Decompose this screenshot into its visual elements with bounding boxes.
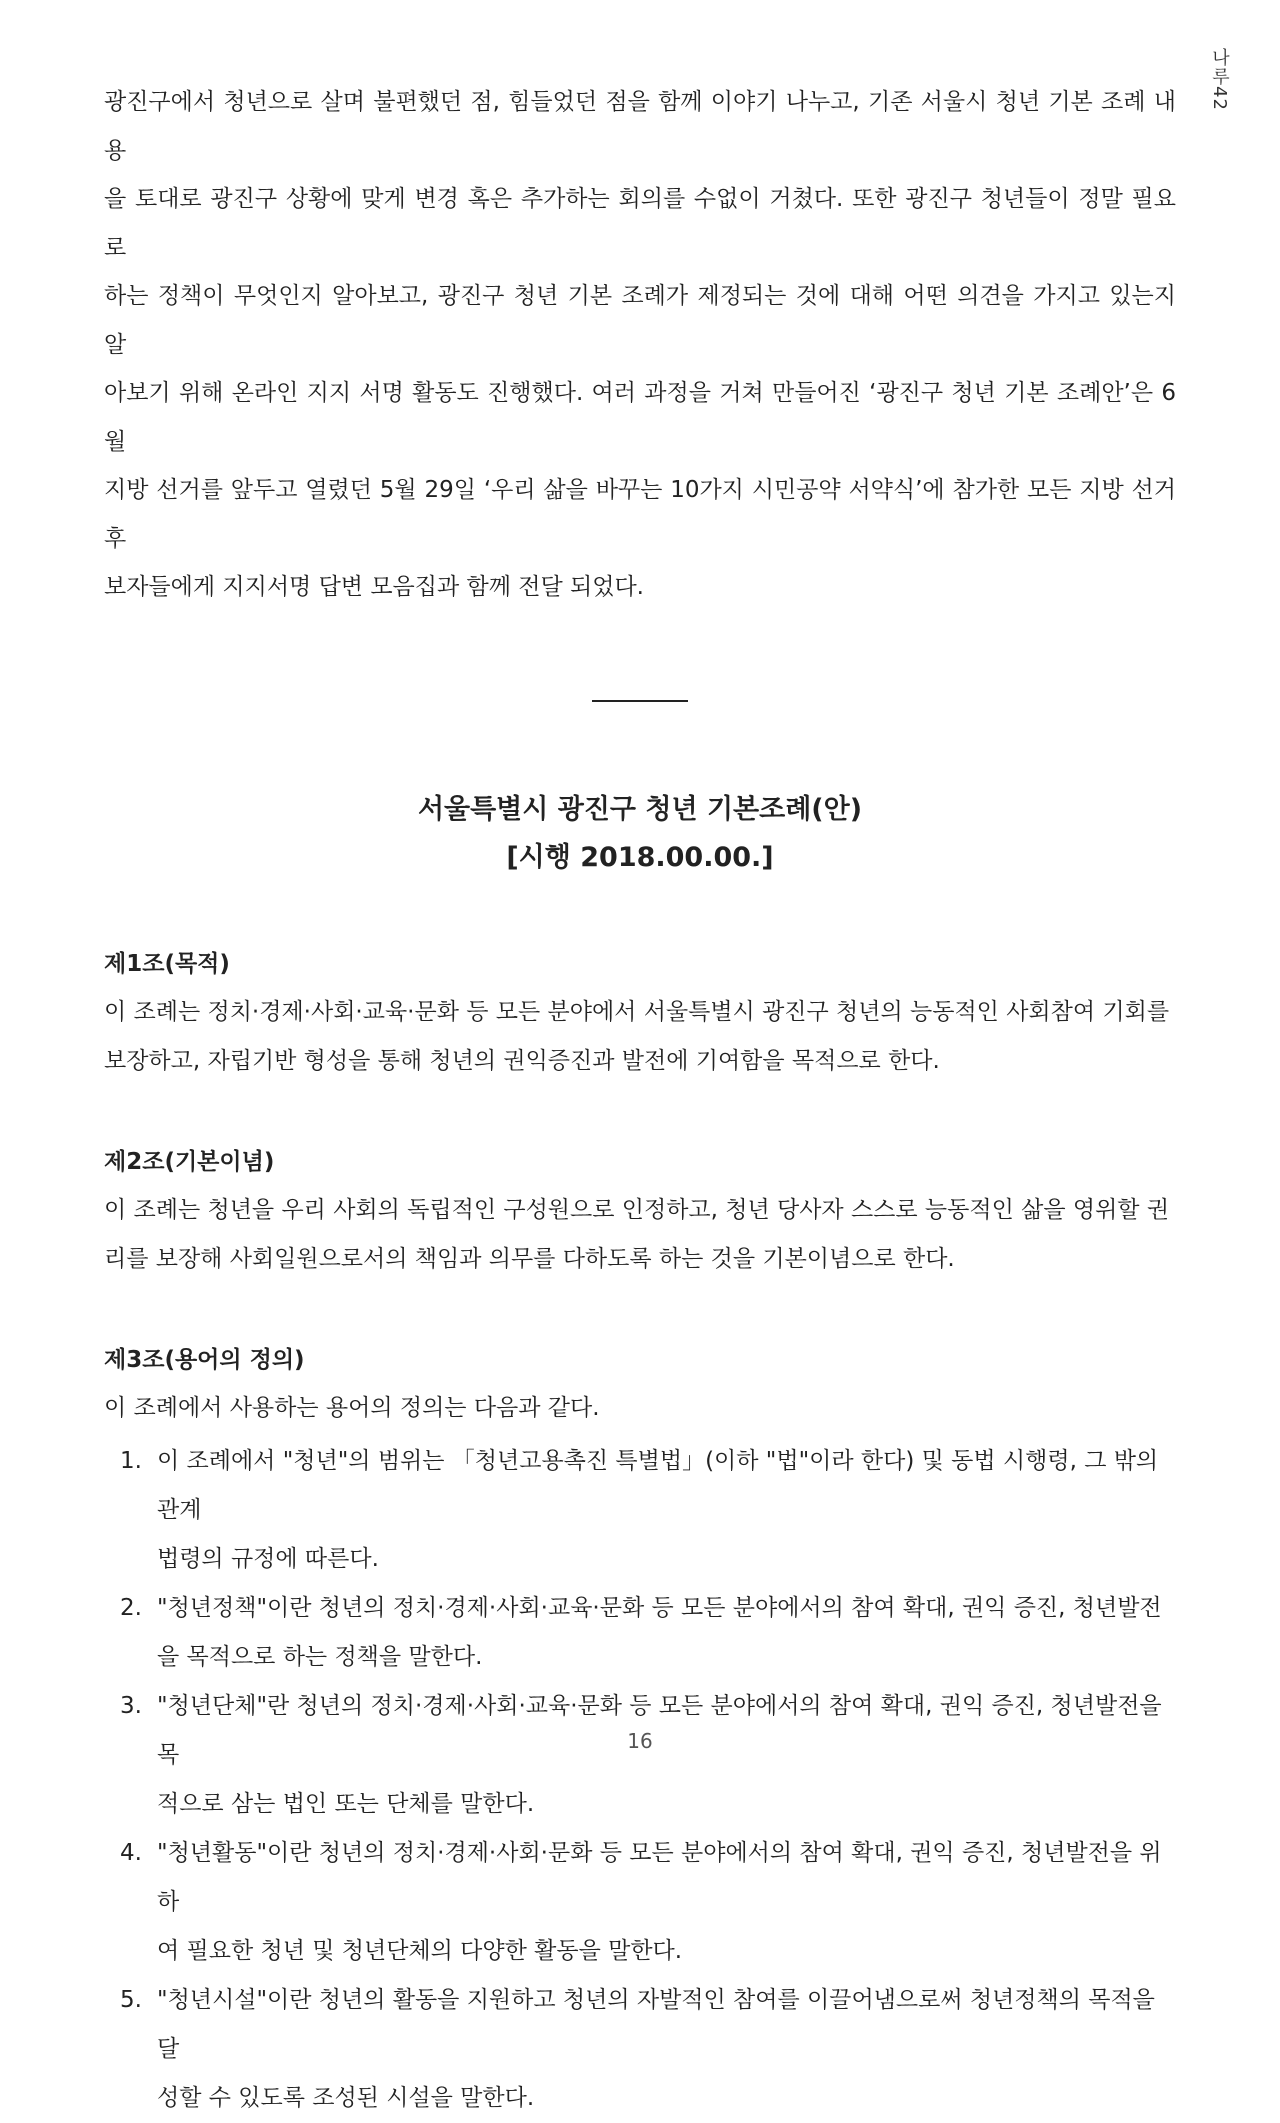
intro-line: 지방 선거를 앞두고 열렸던 5월 29일 ‘우리 삶을 바꾸는 10가지 시민공약 서약식’에 참가한 모든 지방 선거 후 bbox=[104, 477, 1176, 552]
document-title-block bbox=[104, 786, 1176, 882]
item-line: 법령의 규정에 따른다. bbox=[157, 1545, 379, 1572]
document-title: 서울특별시 광진구 청년 기본조례(안) bbox=[417, 793, 863, 825]
intro-line: 하는 정책이 무엇인지 알아보고, 광진구 청년 기본 조례가 제정되는 것에 대해 어떤 의견을 가지고 있는지 알 bbox=[104, 283, 1176, 358]
article-heading: 제2조(기본이념) bbox=[104, 1148, 275, 1175]
item-line: "청년활동"이란 청년의 정치·경제·사회·문화 등 모든 분야에서의 참여 확대, 권익 증진, 청년발전을 위하 bbox=[157, 1839, 1162, 1915]
article-line: 이 조례는 정치·경제·사회·교육·문화 등 모든 분야에서 서울특별시 광진구 청년의 능동적인 사회참여 기회를 bbox=[104, 998, 1170, 1025]
list-item bbox=[120, 1682, 1176, 1829]
section-divider bbox=[592, 700, 688, 702]
item-line: "청년시설"이란 청년의 활동을 지원하고 청년의 자발적인 참여를 이끌어냄으로써 청년정책의 목적을 달 bbox=[157, 1986, 1155, 2062]
effective-date: [시행 2018.00.00.] bbox=[506, 841, 774, 873]
item-number: 4. bbox=[120, 1839, 142, 1866]
item-number: 5. bbox=[120, 1986, 142, 2013]
article-heading: 제3조(용어의 정의) bbox=[104, 1346, 305, 1373]
intro-line: 보자들에게 지지서명 답변 모음집과 함께 전달 되었다. bbox=[104, 574, 644, 600]
list-item bbox=[120, 1437, 1176, 1584]
item-number: 3. bbox=[120, 1692, 142, 1719]
list-item bbox=[120, 1584, 1176, 1682]
list-item bbox=[120, 1976, 1176, 2123]
intro-paragraph bbox=[104, 78, 1176, 612]
page-number: 16 bbox=[627, 1729, 653, 1753]
item-number: 2. bbox=[120, 1594, 142, 1621]
article-line: 리를 보장해 사회일원으로서의 책임과 의무를 다하도록 하는 것을 기본이념으로 한다. bbox=[104, 1245, 955, 1272]
item-line: 이 조례에서 "청년"의 범위는 「청년고용촉진 특별법」(이하 "법"이라 한다) 및 동법 시행령, 그 밖의 관계 bbox=[157, 1447, 1159, 1523]
item-line: 적으로 삼는 법인 또는 단체를 말한다. bbox=[157, 1790, 535, 1817]
item-number: 1. bbox=[120, 1447, 142, 1474]
intro-line: 을 토대로 광진구 상황에 맞게 변경 혹은 추가하는 회의를 수없이 거쳤다. 또한 광진구 청년들이 정말 필요로 bbox=[104, 186, 1176, 261]
item-line: 을 목적으로 하는 정책을 말한다. bbox=[157, 1643, 483, 1670]
article-2 bbox=[104, 1142, 1176, 1284]
article-line: 이 조례에서 사용하는 용어의 정의는 다음과 같다. bbox=[104, 1394, 600, 1421]
intro-line: 아보기 위해 온라인 지지 서명 활동도 진행했다. 여러 과정을 거쳐 만들어진 ‘광진구 청년 기본 조례안’은 6월 bbox=[104, 380, 1176, 455]
article-line: 이 조례는 청년을 우리 사회의 독립적인 구성원으로 인정하고, 청년 당사자 스스로 능동적인 삶을 영위할 권 bbox=[104, 1196, 1170, 1223]
intro-line: 광진구에서 청년으로 살며 불편했던 점, 힘들었던 점을 함께 이야기 나누고, 기존 서울시 청년 기본 조례 내용 bbox=[104, 89, 1176, 164]
article-1 bbox=[104, 944, 1176, 1086]
side-tab-label: 나루42 bbox=[1209, 48, 1230, 111]
item-line: "청년단체"란 청년의 정치·경제·사회·교육·문화 등 모든 분야에서의 참여 확대, 권익 증진, 청년발전을 목 bbox=[157, 1692, 1162, 1768]
definition-list bbox=[104, 1437, 1176, 2123]
article-heading: 제1조(목적) bbox=[104, 950, 230, 977]
list-item bbox=[120, 1829, 1176, 1976]
item-line: "청년정책"이란 청년의 정치·경제·사회·교육·문화 등 모든 분야에서의 참여 확대, 권익 증진, 청년발전 bbox=[157, 1594, 1162, 1621]
item-line: 성할 수 있도록 조성된 시설을 말한다. bbox=[157, 2084, 535, 2111]
document-page bbox=[104, 78, 1176, 2123]
item-line: 여 필요한 청년 및 청년단체의 다양한 활동을 말한다. bbox=[157, 1937, 683, 1964]
article-line: 보장하고, 자립기반 형성을 통해 청년의 권익증진과 발전에 기여함을 목적으로 한다. bbox=[104, 1047, 940, 1074]
